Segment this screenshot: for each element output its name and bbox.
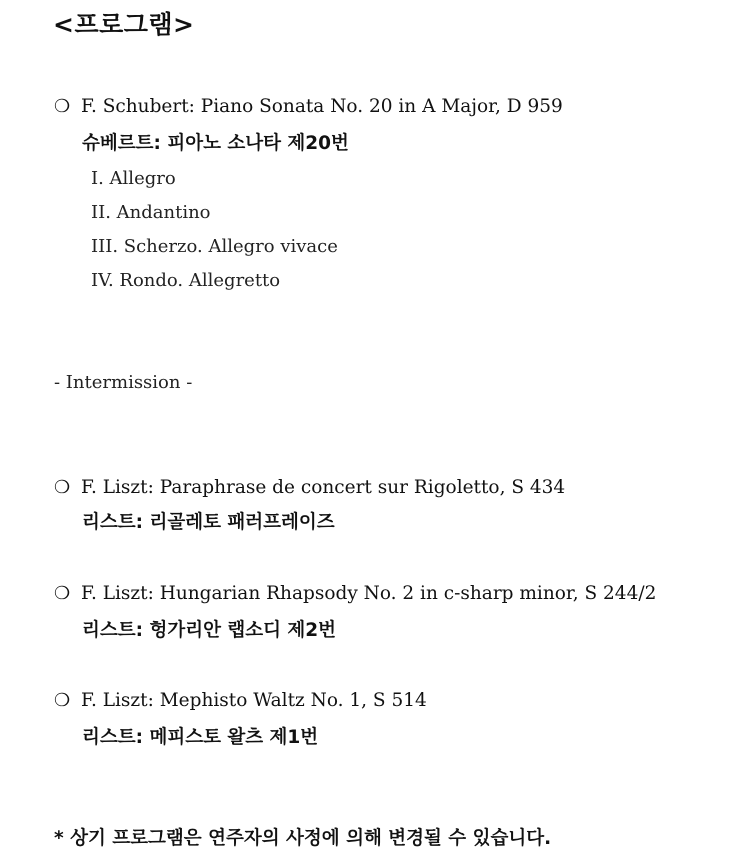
piece-1-english: F. Schubert: Piano Sonata No. 20 in A Major, D 959 [81, 96, 563, 117]
piece-4-title [54, 692, 427, 711]
piece-3-korean: 리스트: 헝가리안 랩소디 제2번 [82, 620, 337, 641]
piece-3-title [54, 585, 656, 604]
piece-1-title [54, 98, 563, 117]
piece-2-korean: 리스트: 리골레토 패러프레이즈 [82, 512, 335, 533]
circle-bullet-icon: ❍ [54, 96, 71, 117]
change-notice: * 상기 프로그램은 연주자의 사정에 의해 변경될 수 있습니다. [54, 828, 552, 849]
piece-2-title [54, 479, 565, 498]
movement-1: I. Allegro [91, 168, 176, 189]
movement-4: IV. Rondo. Allegretto [91, 270, 281, 291]
circle-bullet-icon: ❍ [54, 690, 71, 711]
piece-2-english: F. Liszt: Paraphrase de concert sur Rigoletto, S 434 [81, 477, 566, 498]
piece-4-english: F. Liszt: Mephisto Waltz No. 1, S 514 [81, 690, 427, 711]
piece-4-korean: 리스트: 메피스토 왈츠 제1번 [82, 727, 319, 748]
piece-3-english: F. Liszt: Hungarian Rhapsody No. 2 in c-sharp minor, S 244/2 [81, 583, 657, 604]
circle-bullet-icon: ❍ [54, 477, 71, 498]
circle-bullet-icon: ❍ [54, 583, 71, 604]
movement-2: II. Andantino [91, 202, 211, 223]
piece-1-korean: 슈베르트: 피아노 소나타 제20번 [82, 133, 349, 154]
movement-3: III. Scherzo. Allegro vivace [91, 236, 338, 257]
page-title: <프로그램> [53, 10, 195, 39]
intermission: - Intermission - [54, 372, 193, 393]
